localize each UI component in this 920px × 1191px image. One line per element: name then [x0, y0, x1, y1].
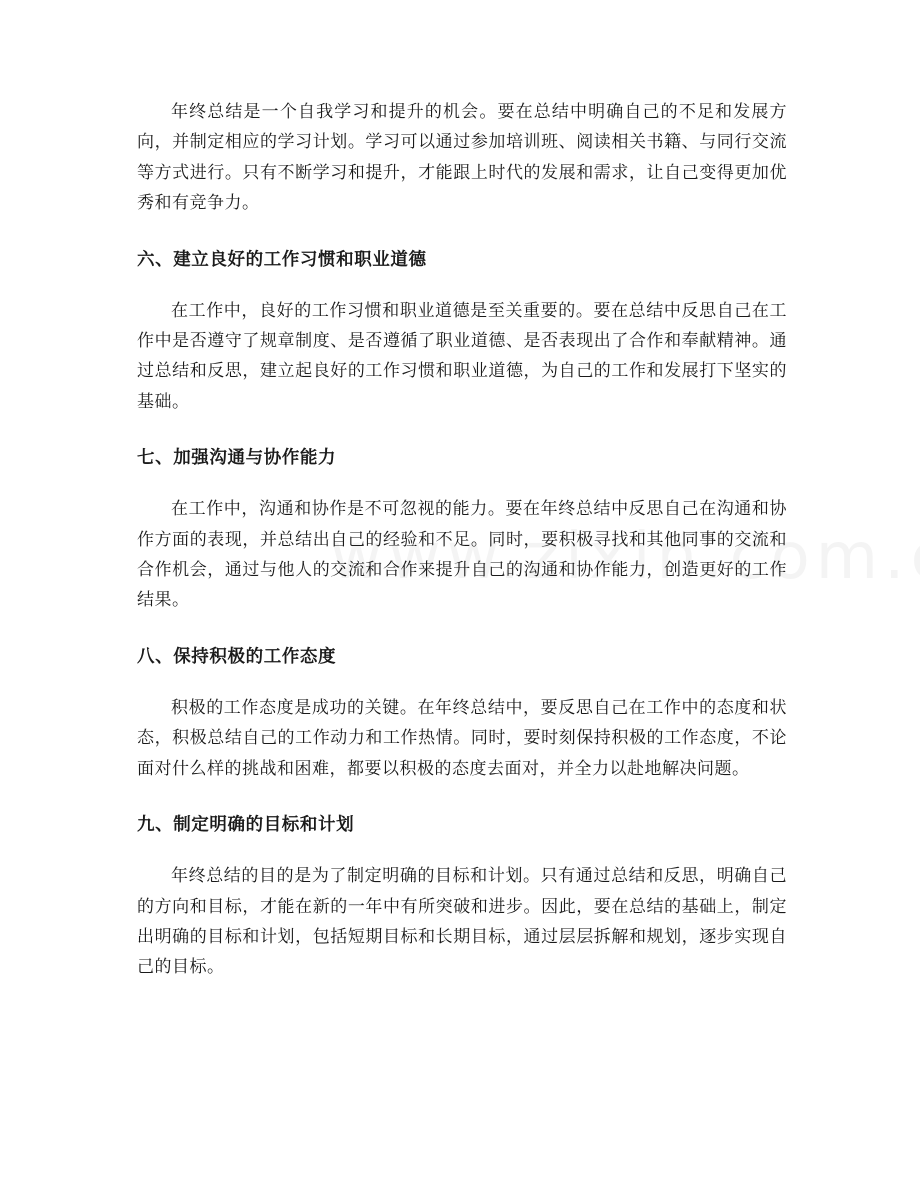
document-content — [137, 97, 787, 983]
intro-paragraph: 年终总结是一个自我学习和提升的机会。要在总结中明确自己的不足和发展方向，并制定相应的学习计划。学习可以通过参加培训班、阅读相关书籍、与同行交流等方式进行。只有不断学习和提升，才能跟上时代的发展和需求，让自己变得更加优秀和有竞争力。 — [137, 102, 787, 214]
section-body-6: 在工作中，良好的工作习惯和职业道德是至关重要的。要在总结中反思自己在工作中是否遵守了规章制度、是否遵循了职业道德、是否表现出了合作和奉献精神。通过总结和反思，建立起良好的工作习惯和职业道德，为自己的工作和发展打下坚实的基础。 — [137, 300, 787, 412]
section-body-9: 年终总结的目的是为了制定明确的目标和计划。只有通过总结和反思，明确自己的方向和目标，才能在新的一年中有所突破和进步。因此，要在总结的基础上，制定出明确的目标和计划，包括短期目标和长期目标，通过层层拆解和规划，逐步实现自己的目标。 — [137, 866, 787, 978]
section-heading-6: 六、建立良好的工作习惯和职业道德 — [137, 249, 427, 270]
section-heading-9: 九、制定明确的目标和计划 — [137, 815, 355, 836]
section-body-8: 积极的工作态度是成功的关键。在年终总结中，要反思自己在工作中的态度和状态，积极总结自己的工作动力和工作热情。同时，要时刻保持积极的工作态度，不论面对什么样的挑战和困难，都要以积极的态度去面对，并全力以赴地解决问题。 — [137, 697, 787, 779]
section-heading-8: 八、保持积极的工作态度 — [137, 646, 337, 667]
section-body-7: 在工作中，沟通和协作是不可忽视的能力。要在年终总结中反思自己在沟通和协作方面的表现，并总结出自己的经验和不足。同时，要积极寻找和其他同事的交流和合作机会，通过与他人的交流和合作来提升自己的沟通和协作能力，创造更好的工作结果。 — [137, 499, 787, 611]
section-heading-7: 七、加强沟通与协作能力 — [137, 448, 337, 469]
